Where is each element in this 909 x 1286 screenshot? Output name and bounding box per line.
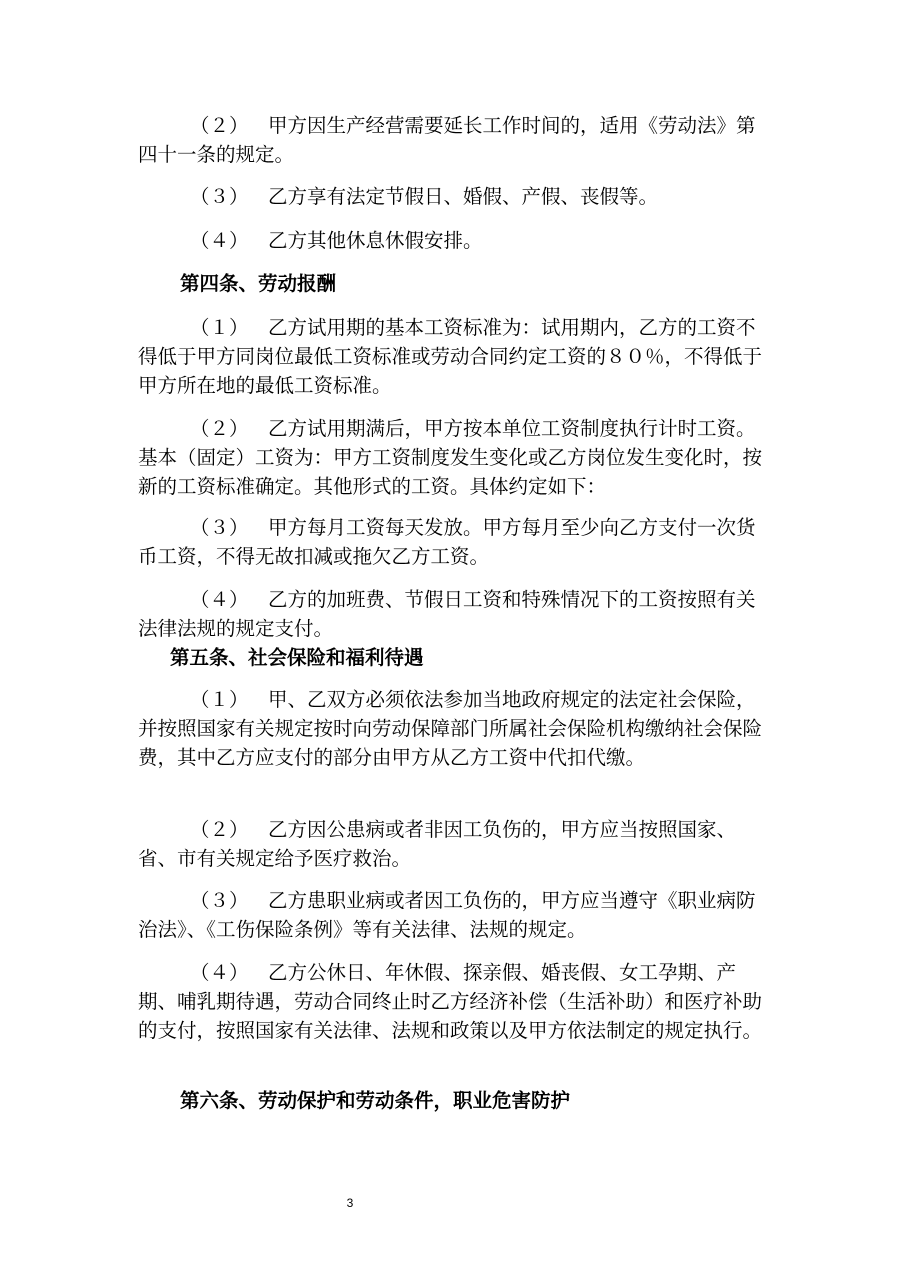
item-number: （３） xyxy=(190,185,249,208)
item-number: （１） xyxy=(190,688,249,711)
article-4-item-4 xyxy=(138,585,762,643)
article-4-item-1 xyxy=(138,313,762,400)
item-number: （４） xyxy=(190,229,249,252)
item-number: （３） xyxy=(190,516,249,539)
article-5-item-3 xyxy=(138,886,762,944)
item-number: （２） xyxy=(190,417,249,440)
item-text: 乙方其他休息休假安排。 xyxy=(268,229,483,252)
article-5-heading: 第五条、社会保险和福利待遇 xyxy=(170,646,424,669)
item-text: 乙方试用期的基本工资标准为：试用期内，乙方的工资不得低于甲方同岗位最低工资标准或劳动合同约定工资的８０％，不得低于甲方所在地的最低工资标准。 xyxy=(138,316,763,397)
item-text: 甲方因生产经营需要延长工作时间的，适用《劳动法》第四十一条的规定。 xyxy=(138,114,756,166)
article-5-item-1 xyxy=(138,685,762,772)
article-3-item-4 xyxy=(138,226,762,255)
item-number: （２） xyxy=(190,818,249,841)
article-3-item-2 xyxy=(138,111,762,169)
item-text: 甲、乙双方必须依法参加当地政府规定的法定社会保险，并按照国家有关规定按时向劳动保障部门所属社会保险机构缴纳社会保险费，其中乙方应支付的部分由甲方从乙方工资中代扣代缴。 xyxy=(138,688,763,769)
article-4-heading: 第四条、劳动报酬 xyxy=(180,272,337,295)
item-number: （４） xyxy=(190,588,249,611)
page-number: 3 xyxy=(346,1196,354,1210)
item-text: 乙方的加班费、节假日工资和特殊情况下的工资按照有关法律法规的规定支付。 xyxy=(138,588,756,640)
article-4-item-3 xyxy=(138,513,762,571)
item-text: 甲方每月工资每天发放。甲方每月至少向乙方支付一次货币工资，不得无故扣减或拖欠乙方工资。 xyxy=(138,516,756,568)
article-5-item-4 xyxy=(138,958,762,1045)
item-text: 乙方试用期满后，甲方按本单位工资制度执行计时工资。基本（固定）工资为：甲方工资制度发生变化或乙方岗位发生变化时，按新的工资标准确定。其他形式的工资。具体约定如下： xyxy=(138,417,763,498)
item-number: （３） xyxy=(190,889,249,912)
item-text: 乙方公休日、年休假、探亲假、婚丧假、女工孕期、产期、哺乳期待遇，劳动合同终止时乙方经济补偿（生活补助）和医疗补助的支付，按照国家有关法律、法规和政策以及甲方依法制定的规定执行。 xyxy=(138,961,763,1042)
item-number: （４） xyxy=(190,961,249,984)
article-3-item-3 xyxy=(138,182,762,211)
item-number: （１） xyxy=(190,316,249,339)
item-text: 乙方因公患病或者非因工负伤的，甲方应当按照国家、省、市有关规定给予医疗救治。 xyxy=(138,818,737,870)
article-5-item-2 xyxy=(138,815,762,873)
article-6-heading: 第六条、劳动保护和劳动条件，职业危害防护 xyxy=(180,1089,571,1112)
item-number: （２） xyxy=(190,114,249,137)
item-text: 乙方患职业病或者因工负伤的，甲方应当遵守《职业病防治法》、《工伤保险条例》等有关法律、法规的规定。 xyxy=(138,889,756,941)
item-text: 乙方享有法定节假日、婚假、产假、丧假等。 xyxy=(268,185,659,208)
article-4-item-2 xyxy=(138,414,762,501)
